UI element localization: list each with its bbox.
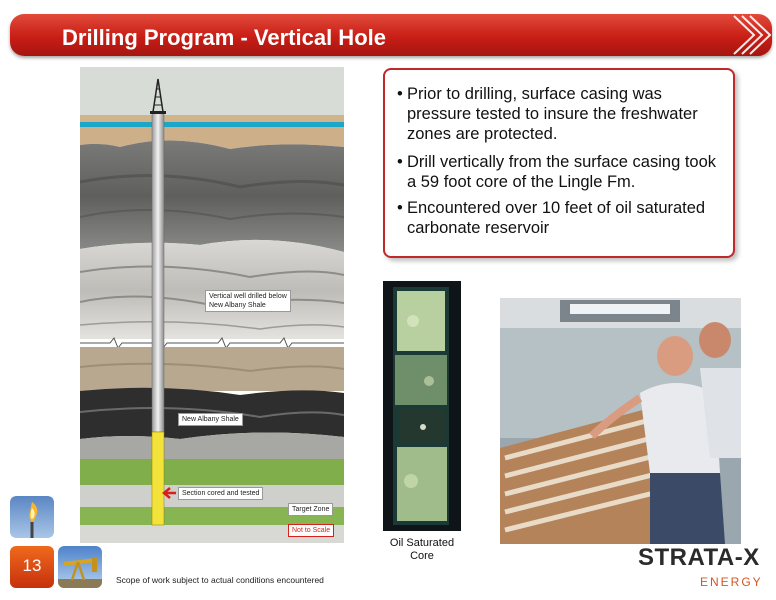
section-cored-label: Section cored and tested	[178, 487, 263, 500]
footer-note: Scope of work subject to actual conditions encountered	[116, 575, 324, 585]
core-sample-photo	[383, 281, 461, 531]
pump-jack-icon	[58, 546, 102, 588]
bullet-item: • Drill vertically from the surface casing took a 59 foot core of the Lingle Fm.	[397, 153, 717, 191]
gas-flare-icon	[10, 496, 54, 538]
bullet-icon: •	[397, 85, 403, 103]
bullet-item: • Prior to drilling, surface casing was pressure tested to insure the freshwater zones are protected.	[397, 85, 698, 143]
page-title: Drilling Program - Vertical Hole	[62, 25, 386, 50]
bullet-icon: •	[397, 199, 403, 217]
bullet-item: • Encountered over 10 feet of oil saturated carbonate reservoir	[397, 199, 706, 237]
bullet-icon: •	[397, 153, 403, 171]
bullet-box	[383, 68, 735, 258]
new-albany-label: New Albany Shale	[178, 413, 243, 426]
target-zone-label: Target Zone	[288, 503, 333, 516]
company-logo-name: STRATA-X	[638, 544, 760, 571]
chevron-decoration-icon	[726, 14, 772, 56]
well-diagram	[80, 67, 344, 543]
core-inspection-photo	[500, 298, 741, 544]
page-number: 13	[22, 556, 42, 575]
vertical-well-label: Vertical well drilled below New Albany Shale	[205, 290, 291, 312]
core-photo-caption: Oil Saturated Core	[389, 537, 455, 562]
company-logo-sub: ENERGY	[700, 575, 763, 589]
not-to-scale-label: Not to Scale	[288, 524, 334, 537]
